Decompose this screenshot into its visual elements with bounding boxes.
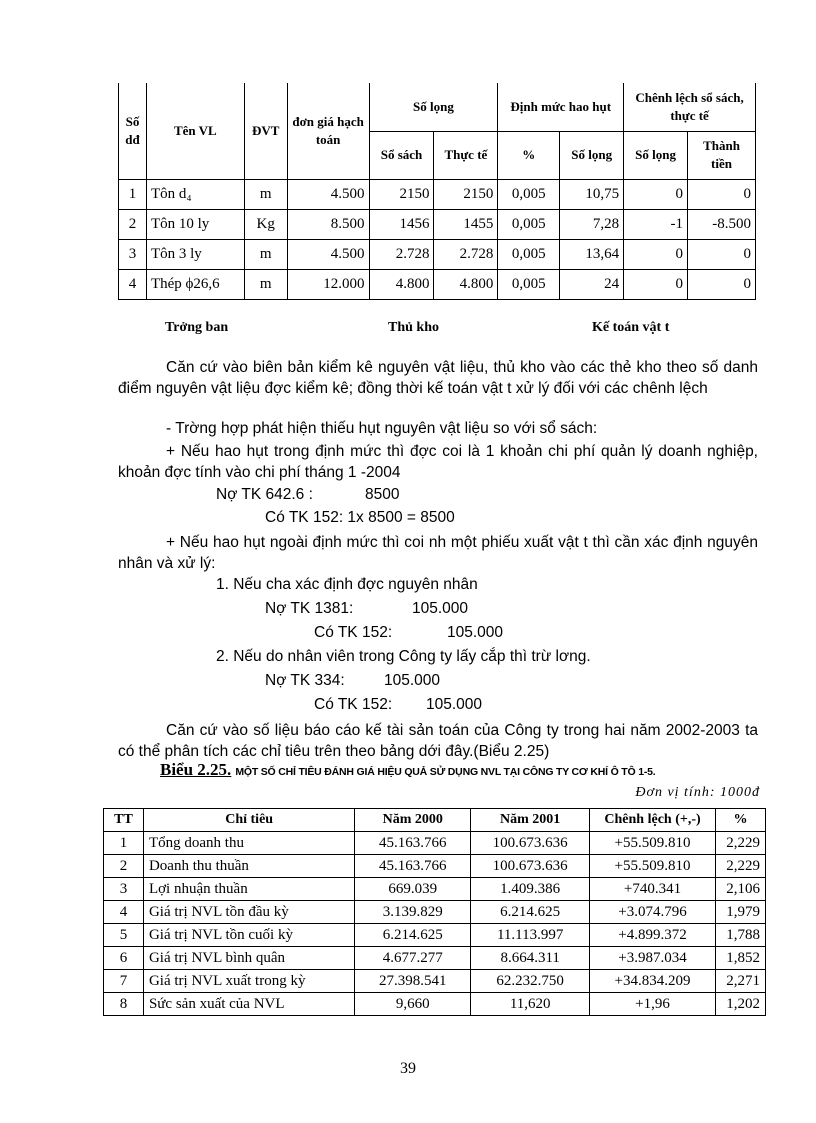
- table-cell-cl-sl: 0: [624, 179, 688, 209]
- column-header: Chỉ tiêu: [143, 809, 354, 832]
- paragraph-2: - Trờng hợp phát hiện thiếu hụt nguyên vật liệu so với sổ sách:: [166, 420, 598, 437]
- table-cell: 2,229: [715, 832, 765, 855]
- table-row: [104, 878, 766, 901]
- header-don-gia: đơn giá hạch toán: [287, 83, 369, 179]
- table-cell: 27.398.541: [355, 970, 471, 993]
- table-cell: Giá trị NVL tồn cuối kỳ: [143, 924, 354, 947]
- table-cell: Lợi nhuận thuần: [143, 878, 354, 901]
- table-row: [104, 947, 766, 970]
- table-cell: 7: [104, 970, 144, 993]
- entry-co-152-b: Có TK 152:: [314, 624, 393, 641]
- entry-no-334-value: 105.000: [384, 672, 441, 689]
- table-cell-thuc: 1455: [434, 209, 498, 239]
- column-header: Năm 2000: [355, 809, 471, 832]
- table-cell-dvt: m: [244, 179, 287, 209]
- table-cell-cl-sl: -1: [624, 209, 688, 239]
- table-cell: +4.899.372: [590, 924, 716, 947]
- table-cell: 8.664.311: [471, 947, 590, 970]
- table-cell-sach: 1456: [369, 209, 434, 239]
- table-cell-ten: Thép ϕ26,6: [146, 269, 244, 299]
- table-cell-stt: 4: [119, 269, 147, 299]
- table-cell-stt: 2: [119, 209, 147, 239]
- table-cell-cl-tien: 0: [688, 269, 756, 299]
- table-cell: 3: [104, 878, 144, 901]
- header-thuc-te: Thực tế: [434, 131, 498, 179]
- table-cell: 11,620: [471, 993, 590, 1016]
- table-cell-dvt: m: [244, 239, 287, 269]
- table-row: [119, 239, 756, 269]
- table-cell: 4.677.277: [355, 947, 471, 970]
- entry-co-152-c: Có TK 152:: [314, 696, 393, 713]
- unit-note: Đơn vị tính: 1000đ: [635, 785, 760, 800]
- page-number: 39: [400, 1060, 416, 1077]
- table-cell: 45.163.766: [355, 832, 471, 855]
- entry-co-152-a: Có TK 152: 1x 8500 = 8500: [265, 509, 455, 526]
- table-cell: 100.673.636: [471, 855, 590, 878]
- paragraph-5: Căn cứ vào số liệu báo cáo kế tài sản toán của Công ty trong hai năm 2002-2003 ta có thể phân tích các chỉ tiêu trên theo bảng dới đây.(Biểu 2.25): [118, 722, 758, 760]
- table-cell: 6.214.625: [355, 924, 471, 947]
- table-cell-ten: Tôn 3 ly: [146, 239, 244, 269]
- header-ten-vl: Tên VL: [146, 83, 244, 179]
- table-row: [104, 901, 766, 924]
- table-cell: 2,106: [715, 878, 765, 901]
- inventory-variance-table: [118, 83, 756, 300]
- table-cell-thuc: 2.728: [434, 239, 498, 269]
- table-cell: 3.139.829: [355, 901, 471, 924]
- table-cell: Doanh thu thuần: [143, 855, 354, 878]
- header-so-luong-2: Số lọng: [560, 131, 624, 179]
- signature-thu-kho: Thủ kho: [388, 320, 439, 335]
- table-row: [104, 832, 766, 855]
- table-cell-stt: 1: [119, 179, 147, 209]
- table-cell: 1,202: [715, 993, 765, 1016]
- table-row: [104, 924, 766, 947]
- table-cell-sl: 7,28: [560, 209, 624, 239]
- caption-title: MỘT SỐ CHỈ TIÊU ĐÁNH GIÁ HIỆU QUẢ SỬ DỤNG NVL TẠI CÔNG TY CƠ KHÍ Ô TÔ 1-5.: [235, 766, 656, 778]
- entry-no-334: Nợ TK 334:: [265, 672, 345, 689]
- table-cell: 6.214.625: [471, 901, 590, 924]
- column-header: Chênh lệch (+,-): [590, 809, 716, 832]
- table-cell: 11.113.997: [471, 924, 590, 947]
- table-cell: 1: [104, 832, 144, 855]
- table-cell: 100.673.636: [471, 832, 590, 855]
- table-cell-stt: 3: [119, 239, 147, 269]
- header-pct: %: [498, 131, 560, 179]
- table-cell-cl-tien: -8.500: [688, 209, 756, 239]
- table-cell: +3.987.034: [590, 947, 716, 970]
- table-cell-cl-tien: 0: [688, 179, 756, 209]
- caption-label: Biểu 2.25.: [160, 760, 232, 779]
- table-cell: 5: [104, 924, 144, 947]
- table-cell-cl-tien: 0: [688, 239, 756, 269]
- material-efficiency-table: [103, 808, 766, 1016]
- item-2: 2. Nếu do nhân viên trong Công ty lấy cắp thì trừ lơng.: [216, 648, 591, 665]
- table-cell: 1.409.386: [471, 878, 590, 901]
- table-cell-cl-sl: 0: [624, 269, 688, 299]
- header-so-sach: Sổ sách: [369, 131, 434, 179]
- header-thanh-tien: Thành tiền: [688, 131, 756, 179]
- table-cell: 9,660: [355, 993, 471, 1016]
- header-so-luong-3: Số lọng: [624, 131, 688, 179]
- table-row: [119, 179, 756, 209]
- table-cell: 2,271: [715, 970, 765, 993]
- table-cell-dvt: m: [244, 269, 287, 299]
- table-cell-gia: 4.500: [287, 239, 369, 269]
- table-cell: +3.074.796: [590, 901, 716, 924]
- table-cell: 1,788: [715, 924, 765, 947]
- table-cell: 2: [104, 855, 144, 878]
- table-cell: +55.509.810: [590, 855, 716, 878]
- column-header: %: [715, 809, 765, 832]
- table-cell-thuc: 4.800: [434, 269, 498, 299]
- table-cell-pct: 0,005: [498, 179, 560, 209]
- signature-ke-toan: Kế toán vật t: [592, 320, 670, 335]
- table-cell-gia: 8.500: [287, 209, 369, 239]
- table-cell-pct: 0,005: [498, 209, 560, 239]
- table-cell-pct: 0,005: [498, 269, 560, 299]
- table-cell: 1,979: [715, 901, 765, 924]
- table-cell-sl: 24: [560, 269, 624, 299]
- table-cell: +1,96: [590, 993, 716, 1016]
- paragraph-3: + Nếu hao hụt trong định mức thì đợc coi là 1 khoản chi phí quản lý doanh nghiệp, khoản đợc tính vào chi phí tháng 1 -2004: [118, 443, 758, 481]
- table-cell-ten: Tôn d₄: [146, 179, 244, 209]
- header-so-luong: Số lọng: [369, 83, 498, 131]
- entry-co-152-c-value: 105.000: [426, 696, 483, 713]
- entry-no-642-value: 8500: [365, 486, 400, 503]
- table-cell: 4: [104, 901, 144, 924]
- table-cell-sl: 13,64: [560, 239, 624, 269]
- table-cell: 1,852: [715, 947, 765, 970]
- signature-truong-ban: Trởng ban: [165, 320, 229, 335]
- paragraph-4: + Nếu hao hụt ngoài định mức thì coi nh một phiếu xuất vật t thì cần xác định nguyên nhân và xử lý:: [118, 534, 758, 572]
- table-cell: +55.509.810: [590, 832, 716, 855]
- item-1: 1. Nếu cha xác định đợc nguyên nhân: [216, 576, 478, 593]
- table-cell-sach: 4.800: [369, 269, 434, 299]
- table-row: [104, 970, 766, 993]
- table-cell: 8: [104, 993, 144, 1016]
- table-cell-pct: 0,005: [498, 239, 560, 269]
- table-cell: 669.039: [355, 878, 471, 901]
- table-row: [119, 269, 756, 299]
- entry-no-1381-value: 105.000: [412, 600, 469, 617]
- entry-no-642: Nợ TK 642.6 :: [216, 486, 313, 503]
- table-cell-thuc: 2150: [434, 179, 498, 209]
- table-cell: Giá trị NVL xuất trong kỳ: [143, 970, 354, 993]
- entry-no-1381: Nợ TK 1381:: [265, 600, 354, 617]
- table-cell: 45.163.766: [355, 855, 471, 878]
- entry-co-152-b-value: 105.000: [447, 624, 504, 641]
- table-cell: Tổng doanh thu: [143, 832, 354, 855]
- table-row: [104, 855, 766, 878]
- header-dvt: ĐVT: [244, 83, 287, 179]
- column-header: Năm 2001: [471, 809, 590, 832]
- table-cell-gia: 4.500: [287, 179, 369, 209]
- table-cell: Giá trị NVL bình quân: [143, 947, 354, 970]
- table-cell-sach: 2150: [369, 179, 434, 209]
- table-cell-sach: 2.728: [369, 239, 434, 269]
- table-cell-cl-sl: 0: [624, 239, 688, 269]
- paragraph-1: Căn cứ vào biên bản kiểm kê nguyên vật liệu, thủ kho vào các thẻ kho theo số danh điểm nguyên vật liệu đợc kiểm kê; đồng thời kế toán vật t xử lý đối với các chênh lệch: [118, 359, 758, 397]
- header-chenh-lech: Chênh lệch sổ sách, thực tế: [624, 83, 756, 131]
- table-cell-sl: 10,75: [560, 179, 624, 209]
- table-cell-ten: Tôn 10 ly: [146, 209, 244, 239]
- table-cell: Giá trị NVL tồn đầu kỳ: [143, 901, 354, 924]
- table-cell-gia: 12.000: [287, 269, 369, 299]
- table-caption: [160, 760, 655, 780]
- column-header: TT: [104, 809, 144, 832]
- table-row: [119, 209, 756, 239]
- table-cell: 62.232.750: [471, 970, 590, 993]
- table-cell: +34.834.209: [590, 970, 716, 993]
- table-cell: 2,229: [715, 855, 765, 878]
- table-cell-dvt: Kg: [244, 209, 287, 239]
- header-dinh-muc: Định mức hao hụt: [498, 83, 624, 131]
- table-cell: +740.341: [590, 878, 716, 901]
- table-row: [104, 993, 766, 1016]
- table-cell: 6: [104, 947, 144, 970]
- header-so-dd: Số dđ: [119, 83, 147, 179]
- table-cell: Sức sản xuất của NVL: [143, 993, 354, 1016]
